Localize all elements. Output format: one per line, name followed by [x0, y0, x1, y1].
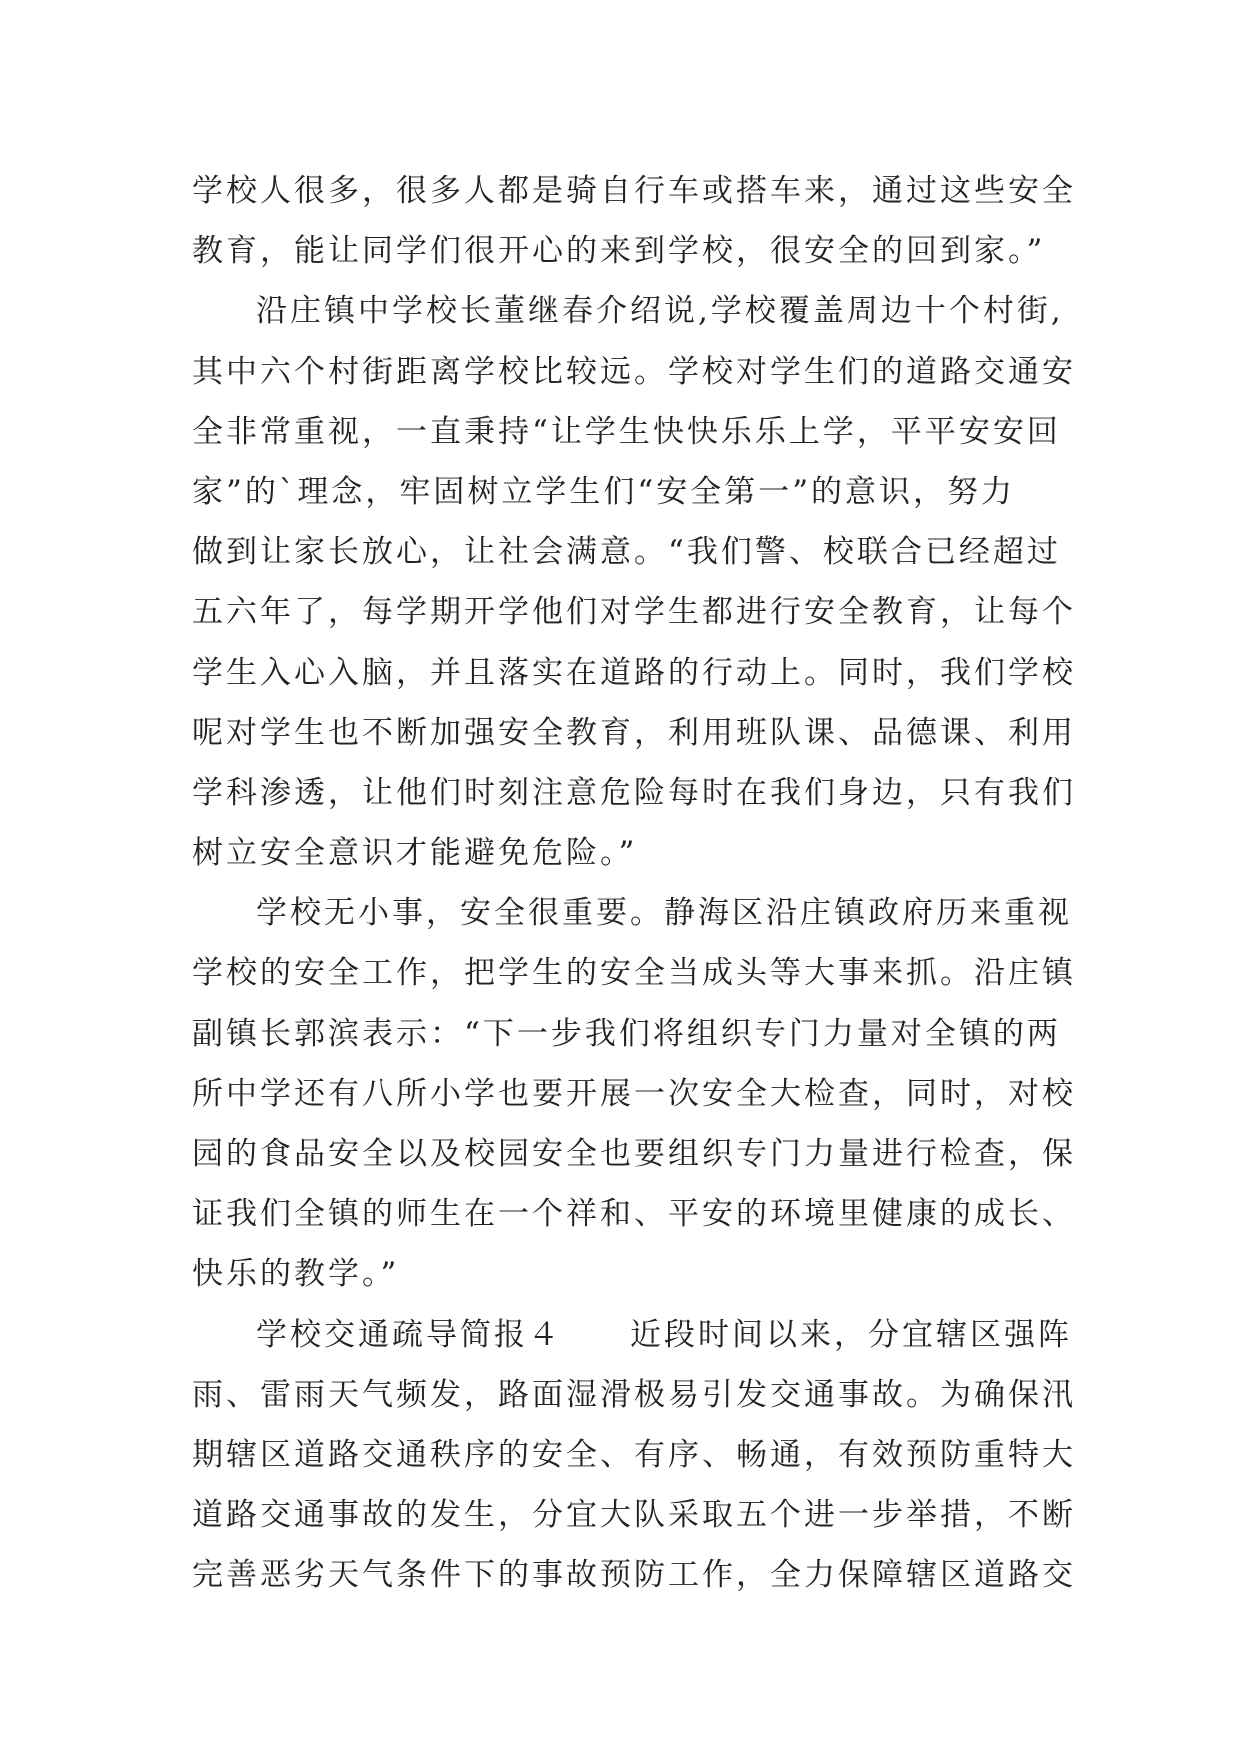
- text-line: 全非常重视，一直秉持“让学生快快乐乐上学，平平安安回: [192, 413, 1061, 450]
- text-line: 所中学还有八所小学也要开展一次安全大检查，同时，对校: [192, 1075, 1076, 1112]
- text-line: 快乐的教学。”: [192, 1256, 400, 1293]
- paragraph-first-line: 学校交通疏导简报４ 近段时间以来，分宜辖区强阵: [256, 1316, 1072, 1353]
- text-line: 园的食品安全以及校园安全也要组织专门力量进行检查，保: [192, 1136, 1076, 1172]
- text-line: 呢对学生也不断加强安全教育，利用班队课、品德课、利用: [192, 714, 1076, 751]
- paragraph-first-line: 沿庄镇中学校长董继春介绍说,学校覆盖周边十个村街,: [256, 293, 1064, 330]
- text-line: 期辖区道路交通秩序的安全、有序、畅通，有效预防重特大: [192, 1436, 1076, 1473]
- text-line: 树立安全意识才能避免危险。”: [192, 835, 638, 872]
- text-line: 完善恶劣天气条件下的事故预防工作，全力保障辖区道路交: [192, 1557, 1076, 1594]
- text-line: 学生入心入脑，并且落实在道路的行动上。同时，我们学校: [192, 654, 1076, 691]
- text-line: 其中六个村街距离学校比较远。学校对学生们的道路交通安: [192, 353, 1076, 390]
- text-line: 学校的安全工作，把学生的安全当成头等大事来抓。沿庄镇: [192, 955, 1076, 992]
- text-line: 学校人很多，很多人都是骑自行车或搭车来，通过这些安全: [192, 173, 1076, 209]
- text-line: 证我们全镇的师生在一个祥和、平安的环境里健康的成长、: [192, 1196, 1076, 1233]
- text-line: 五六年了，每学期开学他们对学生都进行安全教育，让每个: [192, 594, 1076, 631]
- text-line: 家”的`理念，牢固树立学生们“安全第一”的意识，努力: [192, 473, 1016, 510]
- text-line: 副镇长郭滨表示：“下一步我们将组织专门力量对全镇的两: [192, 1015, 1061, 1052]
- text-line: 雨、雷雨天气频发，路面湿滑极易引发交通事故。为确保汛: [192, 1376, 1076, 1413]
- text-line: 学科渗透，让他们时刻注意危险每时在我们身边，只有我们: [192, 774, 1076, 811]
- text-line: 教育，能让同学们很开心的来到学校，很安全的回到家。”: [192, 233, 1046, 270]
- paragraph-first-line: 学校无小事，安全很重要。静海区沿庄镇政府历来重视: [256, 895, 1072, 932]
- text-line: 做到让家长放心，让社会满意。“我们警、校联合已经超过: [192, 534, 1061, 571]
- body-text: [192, 161, 1092, 1606]
- text-line: 道路交通事故的发生，分宜大队采取五个进一步举措，不断: [192, 1497, 1076, 1534]
